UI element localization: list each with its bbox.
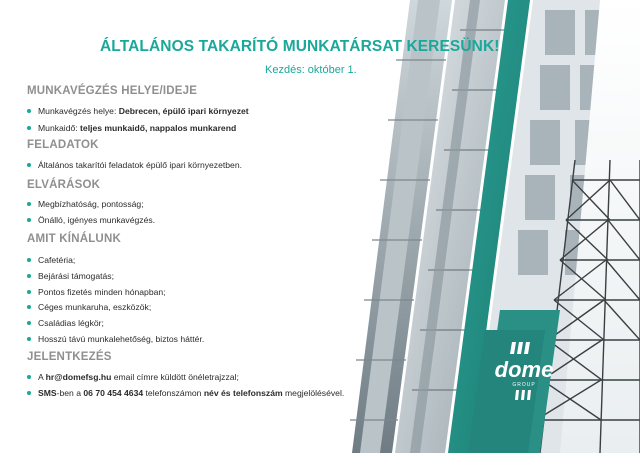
dome-logo (480, 340, 570, 410)
section-heading-apply: JELENTKEZÉS (27, 351, 112, 363)
list-item: Általános takarítói feladatok épülő ipari környezetben. (27, 160, 242, 170)
list-item: Bejárási támogatás; (27, 271, 114, 281)
page-title: ÁLTALÁNOS TAKARÍTÓ MUNKATÁRSAT KERESÜNK! (100, 38, 500, 55)
list-item: Hosszú távú munkalehetőség, biztos háttér. (27, 334, 204, 344)
list-item: A hr@domefsg.hu email címre küldött önéletrajzzal; (27, 372, 239, 382)
email-link[interactable]: hr@domefsg.hu (45, 372, 112, 382)
list-item: Céges munkaruha, eszközök; (27, 302, 151, 312)
list-item: Családias légkör; (27, 318, 104, 328)
list-item: Önálló, igényes munkavégzés. (27, 215, 155, 225)
list-item: Megbízhatóság, pontosság; (27, 199, 144, 209)
bullet-icon (27, 305, 31, 309)
list-item: Munkaidő: teljes munkaidő, nappalos munkarend (27, 123, 236, 133)
list-item: Munkavégzés helye: Debrecen, épülő ipari környezet (27, 106, 249, 116)
bullet-icon (27, 126, 31, 130)
bullet-icon (27, 163, 31, 167)
section-heading-requirements: ELVÁRÁSOK (27, 179, 101, 191)
section-heading-tasks: FELADATOK (27, 139, 99, 151)
list-item: Cafetéria; (27, 255, 75, 265)
bullet-icon (27, 274, 31, 278)
section-heading-workplace: MUNKAVÉGZÉS HELYE/IDEJE (27, 85, 198, 97)
section-heading-offer: AMIT KÍNÁLUNK (27, 233, 121, 245)
list-item: SMS-ben a 06 70 454 4634 telefonszámon név és telefonszám megjelölésével. (27, 388, 344, 398)
start-date: Kezdés: október 1. (265, 64, 357, 76)
bullet-icon (27, 202, 31, 206)
bullet-icon (27, 321, 31, 325)
bullet-icon (27, 218, 31, 222)
bullet-icon (27, 290, 31, 294)
list-item: Pontos fizetés minden hónapban; (27, 287, 166, 297)
bullet-icon (27, 391, 31, 395)
logo-text: dome (494, 357, 554, 382)
bullet-icon (27, 337, 31, 341)
logo-subtext: GROUP (512, 382, 536, 388)
bullet-icon (27, 258, 31, 262)
phone-number[interactable]: 06 70 454 4634 (83, 388, 144, 398)
bullet-icon (27, 109, 31, 113)
bullet-icon (27, 375, 31, 379)
